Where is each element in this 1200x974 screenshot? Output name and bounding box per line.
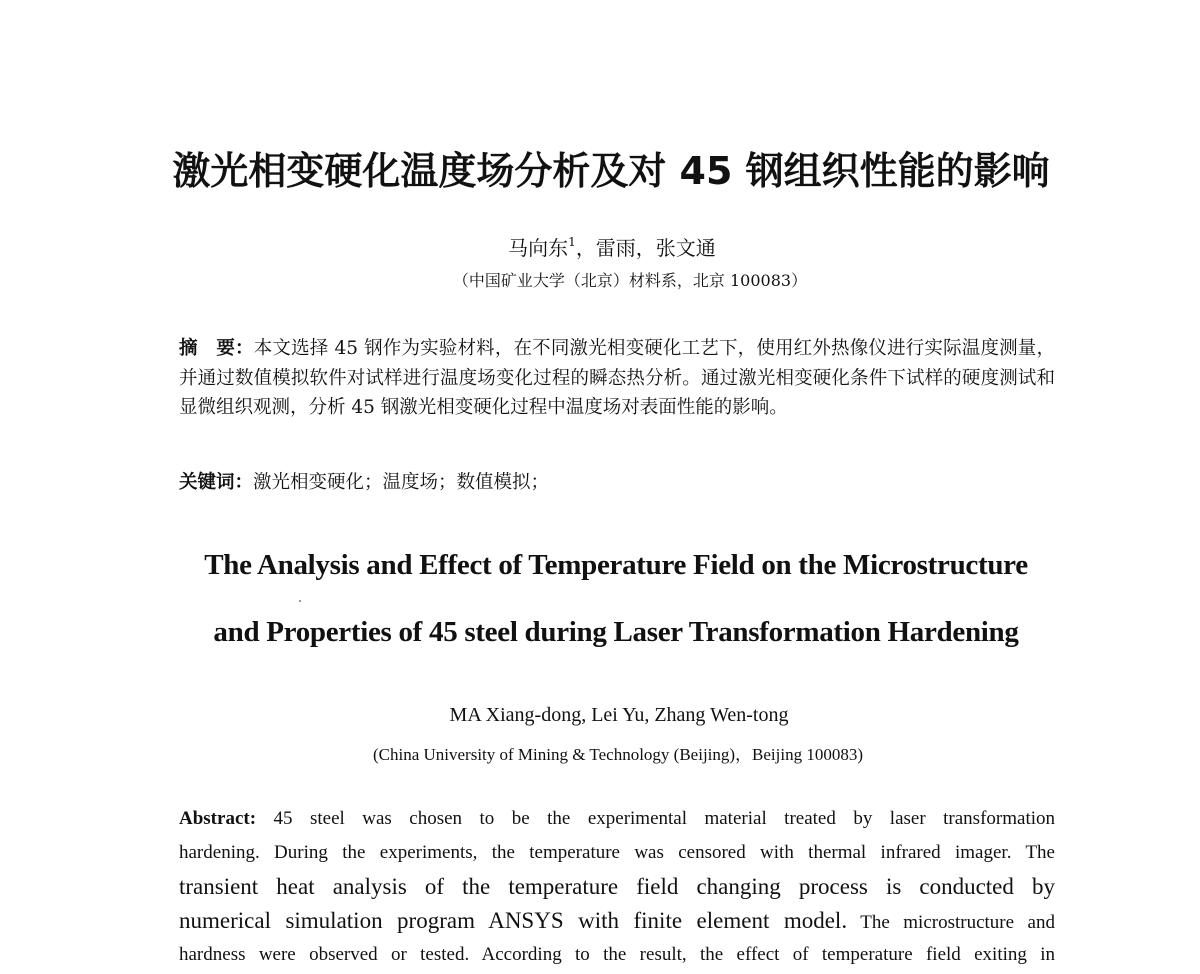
english-authors: MA Xiang-dong, Lei Yu, Zhang Wen-tong	[449, 704, 789, 726]
english-title-line-1: The Analysis and Effect of Temperature Field on the Microstructure	[204, 549, 1028, 581]
english-abstract-line: Abstract: 45 steel was chosen to be the experimental material treated by laser transformation	[179, 808, 1055, 829]
affiliation-superscript: 1	[568, 235, 576, 249]
chinese-keywords-text: 激光相变硬化；温度场；数值模拟；	[253, 472, 550, 493]
english-abstract-label: Abstract:	[179, 808, 257, 829]
chinese-abstract	[179, 334, 1055, 423]
english-title-line-2: and Properties of 45 steel during Laser Transformation Hardening	[213, 616, 1019, 648]
english-abstract	[179, 804, 1055, 974]
english-abstract-line: hardening. During the experiments, the temperature was censored with thermal infrared imager. The	[179, 842, 1055, 863]
chinese-abstract-text: 本文选择 45 钢作为实验材料，在不同激光相变硬化工艺下，使用红外热像仪进行实际温度测量，并通过数值模拟软件对试样进行温度场变化过程的瞬态热分析。通过激光相变硬化条件下试样的硬度测试和显微组织观测，分析 45 钢激光相变硬化过程中温度场对表面性能的影响。	[179, 338, 1055, 418]
english-affiliation: (China University of Mining & Technology (Beijing)，Beijing 100083)	[372, 745, 864, 764]
first-author: 马向东	[508, 236, 569, 260]
scan-artifact	[299, 600, 301, 602]
chinese-keywords	[179, 468, 1055, 497]
other-authors: ，雷雨，张文通	[575, 236, 716, 260]
chinese-affiliation: （中国矿业大学（北京）材料系，北京 100083）	[452, 271, 808, 290]
chinese-title: 激光相变硬化温度场分析及对 45 钢组织性能的影响	[172, 149, 1050, 193]
english-abstract-line: hardness were observed or tested. According to the result, the effect of temperature field exiting in	[179, 944, 1055, 965]
chinese-abstract-label: 摘 要：	[179, 338, 254, 359]
chinese-keywords-label: 关键词：	[179, 472, 254, 493]
english-abstract-line: transient heat analysis of the temperature field changing process is conducted by	[179, 874, 1055, 899]
chinese-authors	[0, 232, 1200, 261]
english-abstract-line: numerical simulation program ANSYS with finite element model. The microstructure and	[179, 908, 1055, 933]
